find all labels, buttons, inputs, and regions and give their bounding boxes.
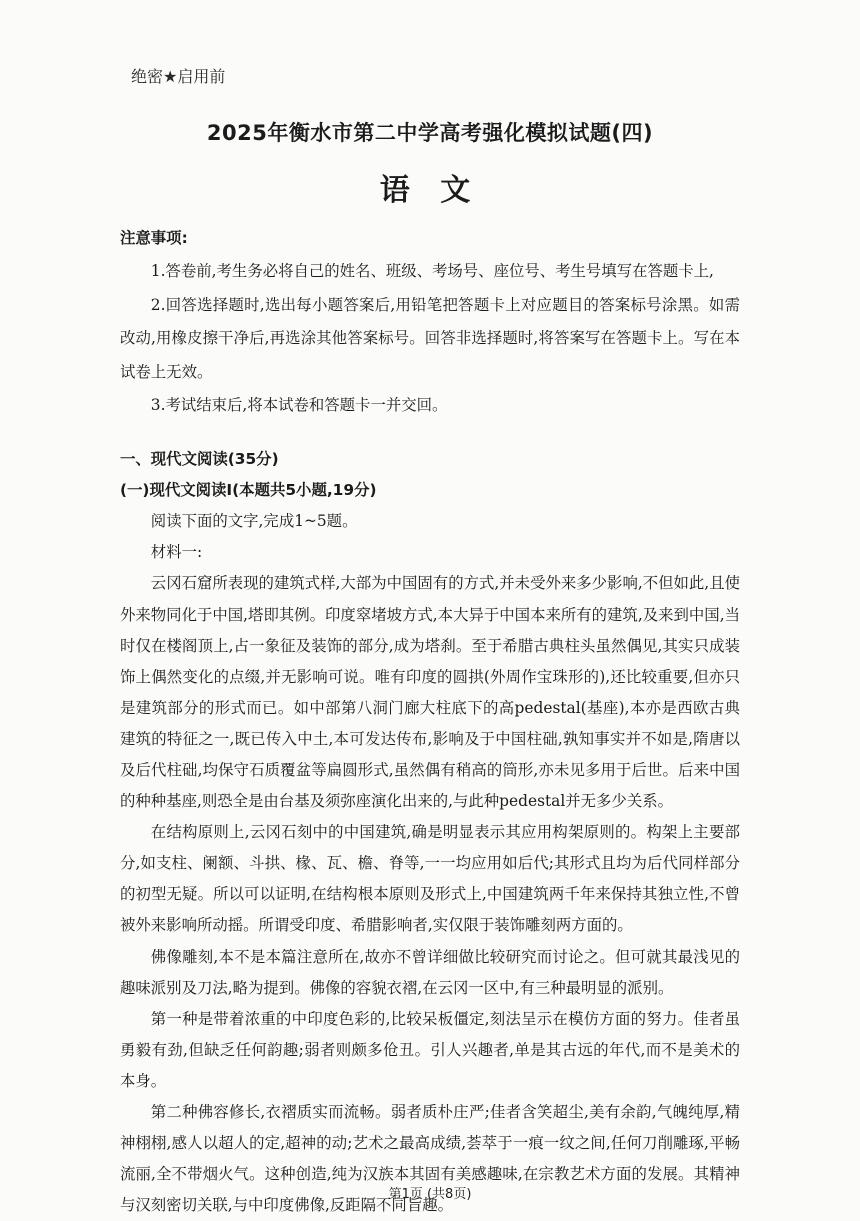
subsection-title: (一)现代文阅读Ⅰ(本题共5小题,19分): [120, 481, 377, 500]
passage-paragraph-2: 在结构原则上,云冈石刻中的中国建筑,确是明显表示其应用构架原则的。构架上主要部分,如支柱、阑额、斗拱、椽、瓦、檐、脊等,一一均应用如后代;其形式且均为后代同样部分的初型无疑。所以可以证明,在结构根本原则及形式上,中国建筑两千年来保持其独立性,不曾被外来影响所动摇。所谓受印度、希腊影响者,实仅限于装饰雕刻两方面的。: [120, 823, 740, 935]
passage-paragraph-4: 第一种是带着浓重的中印度色彩的,比较呆板僵定,刻法呈示在模仿方面的努力。佳者虽勇毅有劲,但缺乏任何韵趣;弱者则颇多伧丑。引人兴趣者,单是其古远的年代,而不是美术的本身。: [120, 1009, 740, 1090]
subject-title: 语 文: [379, 173, 481, 208]
notice-item-1: 1.答卷前,考生务必将自己的姓名、班级、考场号、座位号、考生号填写在答题卡上,: [150, 262, 714, 281]
passage: [120, 568, 740, 1221]
passage-paragraph-5: 第二种佛容修长,衣褶质实而流畅。弱者质朴庄严;佳者含笑超尘,美有余韵,气魄纯厚,精神栩栩,感人以超人的定,超神的动;艺术之最高成绩,荟萃于一痕一纹之间,任何刀削雕琢,平畅流丽,全不带烟火气。这种创造,纯为汉族本其固有美感趣味,在宗教艺术方面的发展。其精神与汉刻密切关联,与中印度佛像,反距隔不同旨趣。: [120, 1103, 740, 1215]
confidential-label: 绝密★启用前: [131, 67, 226, 86]
notice-item-2: 2.回答选择题时,选出每小题答案后,用铅笔把答题卡上对应题目的答案标号涂黑。如需改动,用橡皮擦干净后,再选涂其他答案标号。回答非选择题时,将答案写在答题卡上。写在本试卷上无效。: [120, 295, 740, 381]
reading-instruction: 阅读下面的文字,完成1~5题。: [150, 512, 358, 531]
section-title: 一、现代文阅读(35分): [120, 450, 279, 469]
page-content: [120, 222, 740, 1221]
exam-title: 2025年衡水市第二中学高考强化模拟试题(四): [206, 121, 654, 145]
page-number: 第1页 (共8页): [388, 1187, 472, 1202]
material-label: 材料一:: [150, 543, 203, 562]
passage-paragraph-3: 佛像雕刻,本不是本篇注意所在,故亦不曾详细做比较研究而讨论之。但可就其最浅见的趣味派别及刀法,略为提到。佛像的容貌衣褶,在云冈一区中,有三种最明显的派别。: [120, 947, 740, 997]
notice-item-3: 3.考试结束后,将本试卷和答题卡一并交回。: [150, 396, 448, 415]
notice-heading: 注意事项:: [120, 229, 188, 247]
passage-paragraph-1: 云冈石窟所表现的建筑式样,大部为中国固有的方式,并未受外来多少影响,不但如此,且使外来物同化于中国,塔即其例。印度窣堵坡方式,本大异于中国本来所有的建筑,及来到中国,当时仅在楼阁顶上,占一象征及装饰的部分,成为塔刹。至于希腊古典柱头虽然偶见,其实只成装饰上偶然变化的点缀,并无影响可说。唯有印度的圆拱(外周作宝珠形的),还比较重要,但亦只是建筑部分的形式而已。如中部第八洞门廊大柱底下的高pedestal(基座),本亦是西欧古典建筑的特征之一,既已传入中土,本可发达传布,影响及于中国柱础,孰知事实并不如是,隋唐以及后代柱础,均保守石质覆盆等扁圆形式,虽然偶有稍高的筒形,亦未见多用于后世。后来中国的种种基座,则恐全是由台基及须弥座演化出来的,与此种pedestal并无多少关系。: [120, 574, 740, 811]
